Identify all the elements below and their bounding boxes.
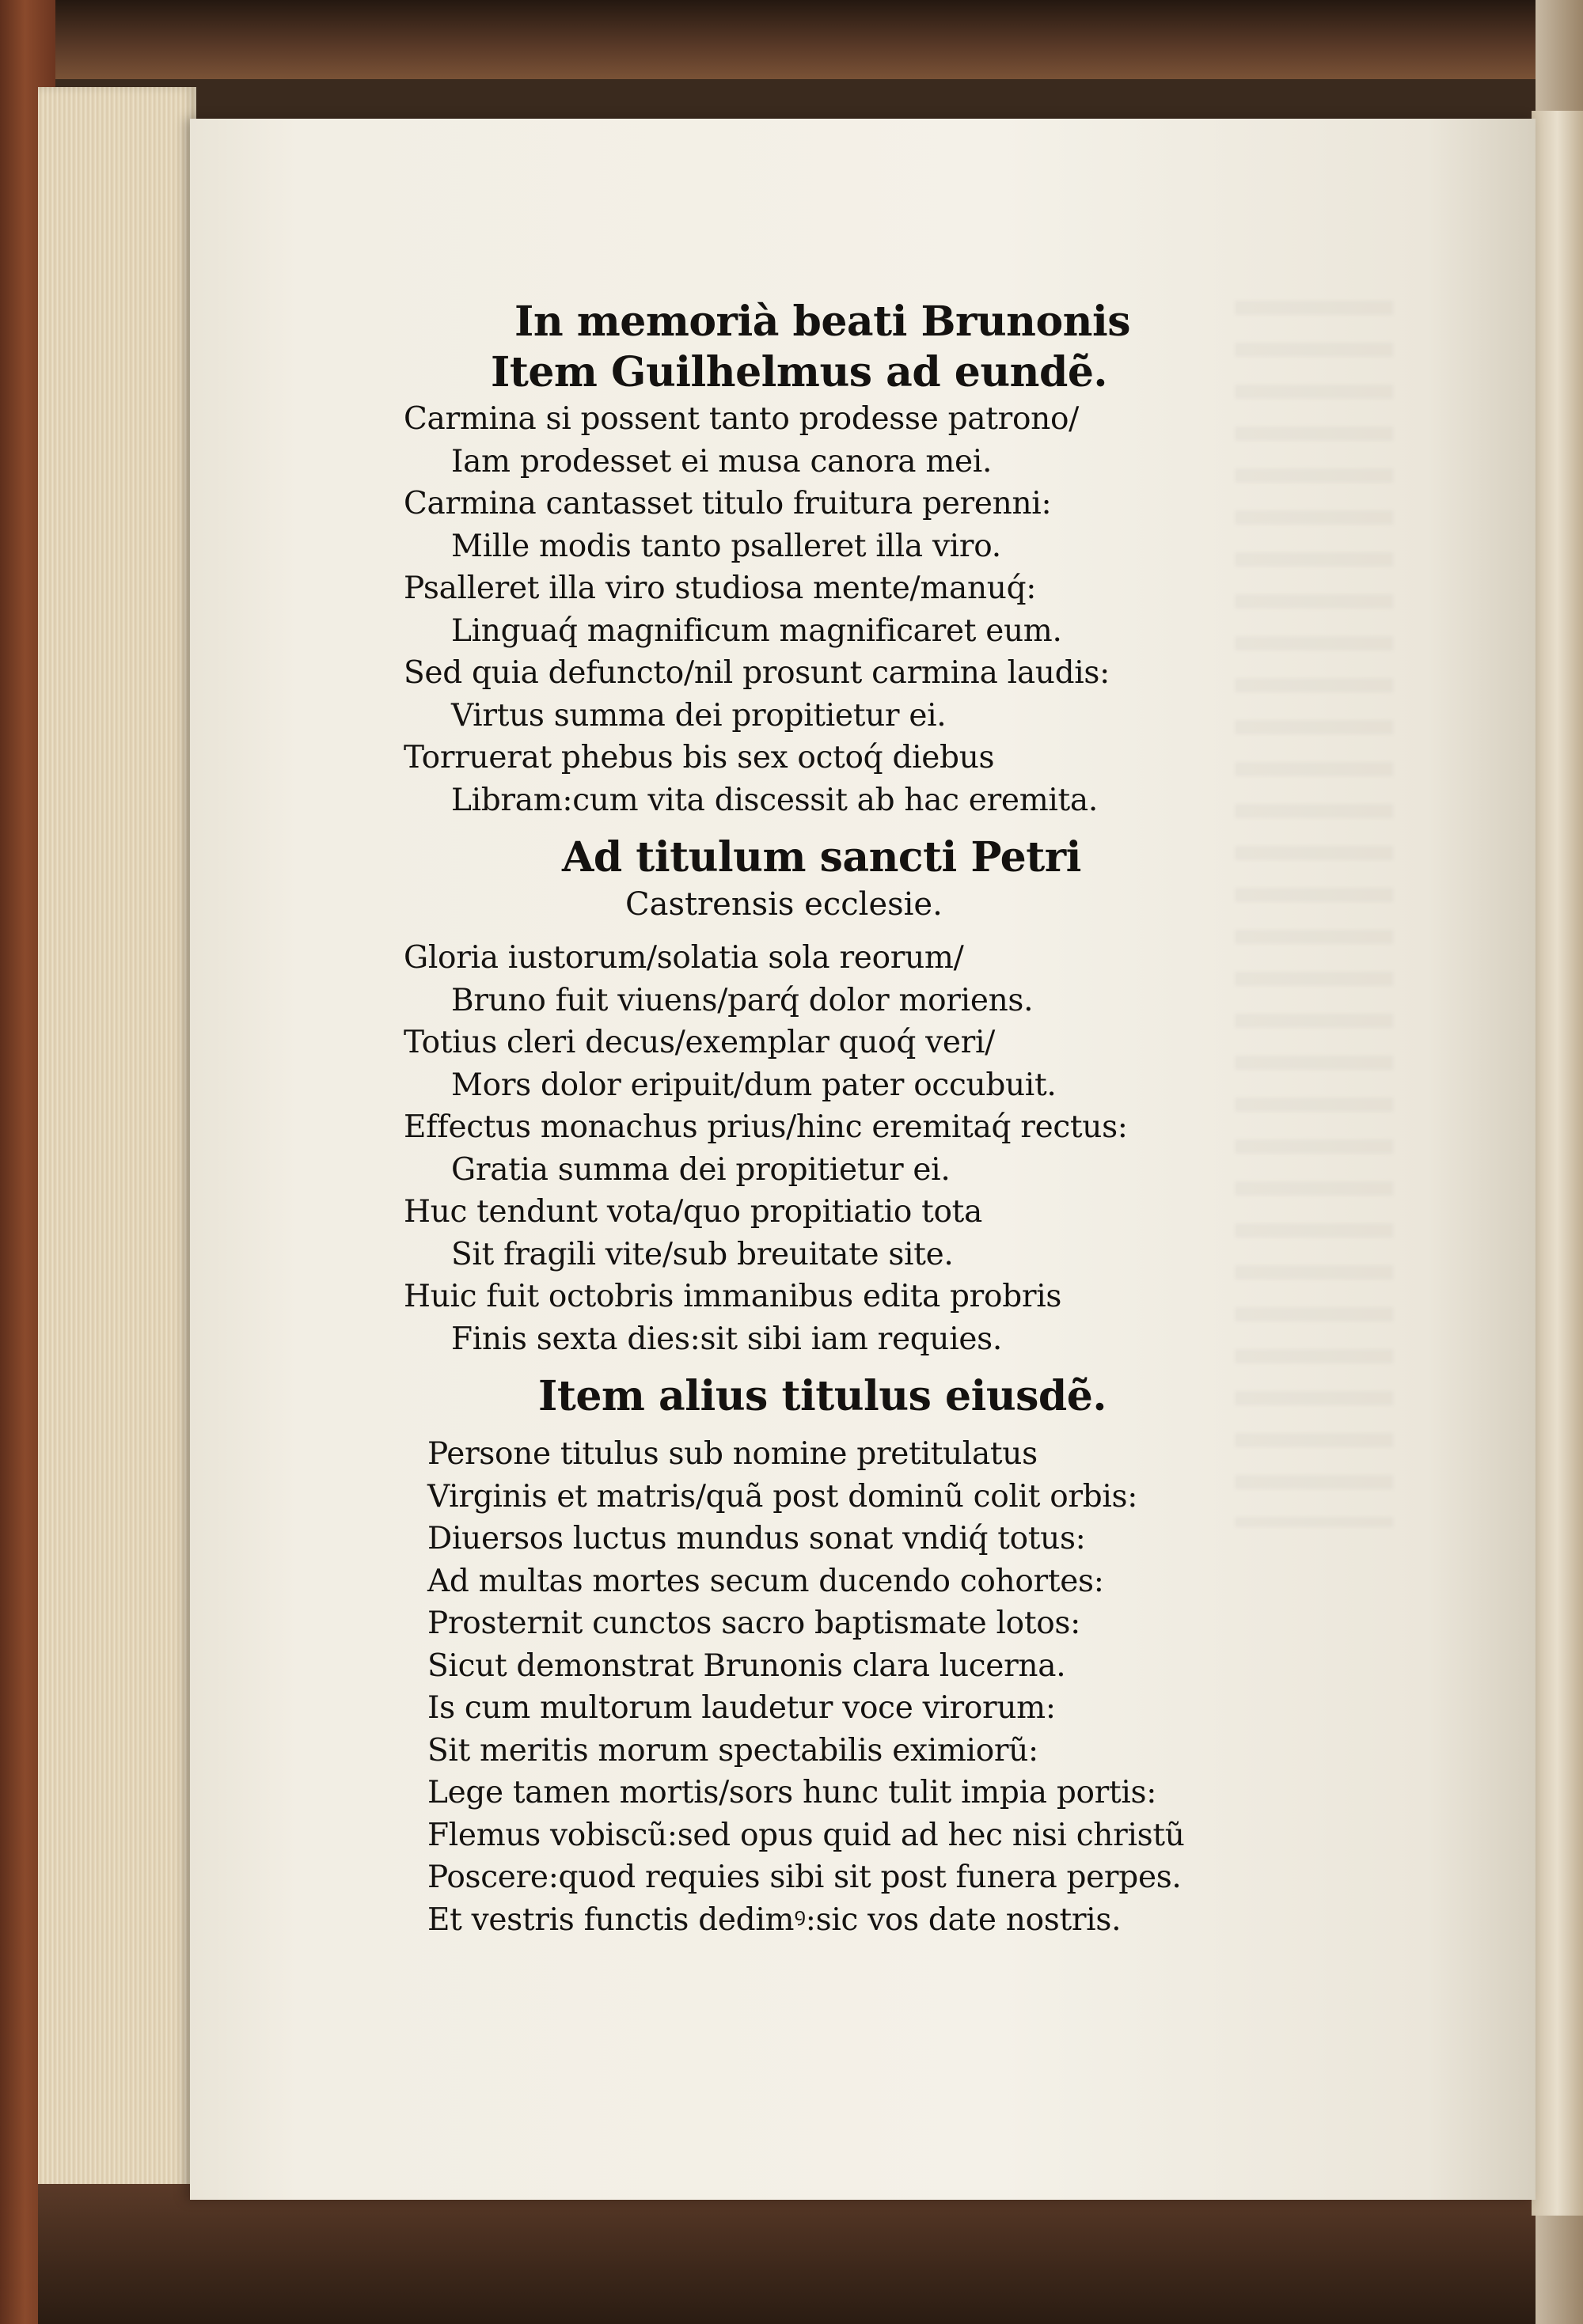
verse-line: Prosternit cunctos sacro baptismate lotos:	[427, 1606, 1080, 1641]
poem-2	[404, 937, 1314, 1360]
verse-line: Gratia summa dei propitietur ei.	[451, 1151, 951, 1188]
section-heading-2: Item Guilhelmus ad eundẽ.	[491, 348, 1108, 396]
verse-line: Iam prodesset ei musa canora mei.	[451, 443, 993, 480]
verse-line: Sit fragili vite/sub breuitate site.	[451, 1236, 954, 1272]
verse-line: Et vestris functis dedimꝰ:sic vos date nostris.	[427, 1901, 1122, 1938]
section-heading-3: Ad titulum sancti Petri	[562, 833, 1081, 881]
verse-line: Virginis et matris/quã post dominũ colit orbis:	[427, 1478, 1138, 1515]
poem-1	[404, 398, 1314, 821]
verse-line: Persone titulus sub nomine pretitulatus	[427, 1436, 1038, 1472]
verse-line: Linguaq́ magnificum magnificaret eum.	[451, 612, 1062, 649]
page-block-edges	[38, 87, 196, 2192]
verse-line: Diuersos luctus mundus sonat vndiq́ totus:	[427, 1521, 1086, 1556]
verse-line: Finis sexta dies:sit sibi iam requies.	[451, 1321, 1002, 1357]
verse-line: Sed quia defuncto/nil prosunt carmina laudis:	[404, 655, 1110, 691]
verse-line: Mors dolor eripuit/dum pater occubuit.	[451, 1067, 1057, 1103]
verse-line: Lege tamen mortis/sors hunc tulit impia portis:	[427, 1775, 1157, 1810]
verse-line: Ad multas mortes secum ducendo cohortes:	[427, 1563, 1104, 1599]
verse-line: Gloria iustorum/solatia sola reorum/	[404, 940, 964, 976]
section-heading-4: Item alius titulus eiusdẽ.	[538, 1372, 1107, 1420]
verse-line: Flemus vobiscũ:sed opus quid ad hec nisi christũ	[427, 1817, 1185, 1853]
verse-line: Huic fuit octobris immanibus edita probris	[404, 1279, 1062, 1314]
printed-text-block	[404, 297, 1314, 1941]
section-heading-1: In memorià beati Brunonis	[514, 298, 1130, 346]
verse-line: Totius cleri decus/exemplar quoq́ veri/	[404, 1025, 995, 1060]
facing-page-edge	[1532, 111, 1583, 2216]
verse-line: Carmina si possent tanto prodesse patrono/	[404, 401, 1079, 437]
poem-3	[404, 1433, 1314, 1941]
section-subheading: Castrensis ecclesie.	[625, 886, 943, 923]
binding-bottom	[38, 2184, 1542, 2324]
verse-line: Sit meritis morum spectabilis eximiorũ:	[427, 1732, 1038, 1769]
verse-line: Sicut demonstrat Brunonis clara lucerna.	[427, 1647, 1066, 1684]
verse-line: Poscere:quod requies sibi sit post funera perpes.	[427, 1860, 1182, 1895]
verse-line: Psalleret illa viro studiosa mente/manuq́:	[404, 571, 1037, 606]
verse-line: Libram:cum vita discessit ab hac eremita.	[451, 782, 1098, 818]
verse-line: Bruno fuit viuens/parq́ dolor moriens.	[451, 982, 1034, 1018]
verse-line: Huc tendunt vota/quo propitiatio tota	[404, 1194, 982, 1230]
verse-line: Torruerat phebus bis sex octoq́ diebus	[404, 740, 995, 775]
verse-line: Virtus summa dei propitietur ei.	[451, 697, 947, 734]
verse-line: Is cum multorum laudetur voce virorum:	[427, 1690, 1056, 1726]
verse-line: Mille modis tanto psalleret illa viro.	[451, 528, 1001, 564]
binding-top	[0, 0, 1583, 79]
verse-line: Effectus monachus prius/hinc eremitaq́ rectus:	[404, 1109, 1128, 1145]
verse-line: Carmina cantasset titulo fruitura perenni:	[404, 486, 1052, 521]
